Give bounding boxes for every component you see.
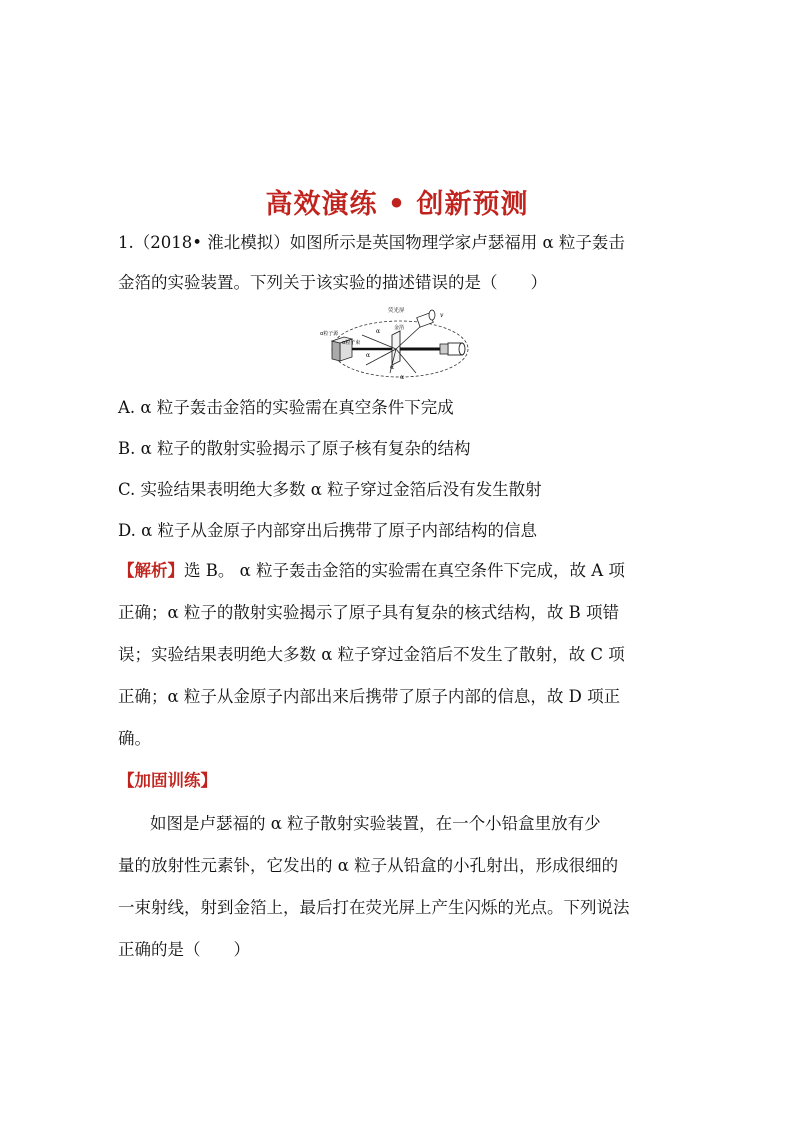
label-alpha-4: α: [400, 374, 405, 381]
option-a: A. α 粒子轰击金箔的实验需在真空条件下完成: [118, 398, 454, 417]
practice-line-2: 量的放射性元素钋，它发出的 α 粒子从铅盒的小孔射出，形成很细的: [118, 856, 619, 875]
option-d: D. α 粒子从金原子内部穿出后携带了原子内部结构的信息: [118, 521, 538, 540]
analysis-text-1: 选 B。 α 粒子轰击金箔的实验需在真空条件下完成，故 A 项: [184, 561, 625, 580]
label-alpha-3: α: [390, 364, 395, 371]
label-gold-foil: 金箔: [394, 325, 405, 331]
label-screen: 荧光屏: [388, 308, 405, 314]
practice-line-3: 一束射线，射到金箔上，最后打在荧光屏上产生闪烁的光点。下列说法: [118, 898, 630, 917]
label-alpha-source: α粒子源: [320, 331, 339, 337]
label-alpha-1: α: [376, 328, 381, 335]
analysis-line-1: [118, 560, 625, 582]
analysis-line-4: 正确；α 粒子从金原子内部出来后携带了原子内部的信息，故 D 项正: [118, 687, 621, 706]
microscope-detector: [440, 343, 465, 355]
analysis-line-3: 误；实验结果表明绝大多数 α 粒子穿过金箔后不发生了散射，故 C 项: [118, 645, 625, 664]
analysis-line-2: 正确；α 粒子的散射实验揭示了原子具有复杂的核式结构，故 B 项错: [118, 603, 620, 622]
practice-line-4: 正确的是（ ）: [118, 940, 250, 959]
label-alpha-beam: α粒子束: [342, 340, 361, 346]
section-title: 高效演练 • 创新预测: [265, 189, 529, 220]
analysis-tag: 【解析】: [118, 561, 184, 580]
option-b: B. α 粒子的散射实验揭示了原子核有复杂的结构: [118, 439, 471, 458]
fluorescent-screen: [417, 310, 435, 327]
option-c: C. 实验结果表明绝大多数 α 粒子穿过金箔后没有发生散射: [118, 480, 542, 499]
question-1-stem-line-1: 1.（2018• 淮北模拟）如图所示是英国物理学家卢瑟福用 α 粒子轰击: [118, 233, 625, 252]
rutherford-apparatus-diagram: [320, 305, 476, 385]
label-v: v: [440, 312, 444, 319]
practice-line-1: 如图是卢瑟福的 α 粒子散射实验装置，在一个小铅盒里放有少: [150, 814, 601, 833]
label-alpha-2: α: [366, 352, 371, 359]
question-1-stem-line-2: 金箔的实验装置。下列关于该实验的描述错误的是（ ）: [118, 273, 547, 292]
analysis-line-5: 确。: [118, 729, 151, 748]
practice-tag: 【加固训练】: [118, 771, 217, 790]
